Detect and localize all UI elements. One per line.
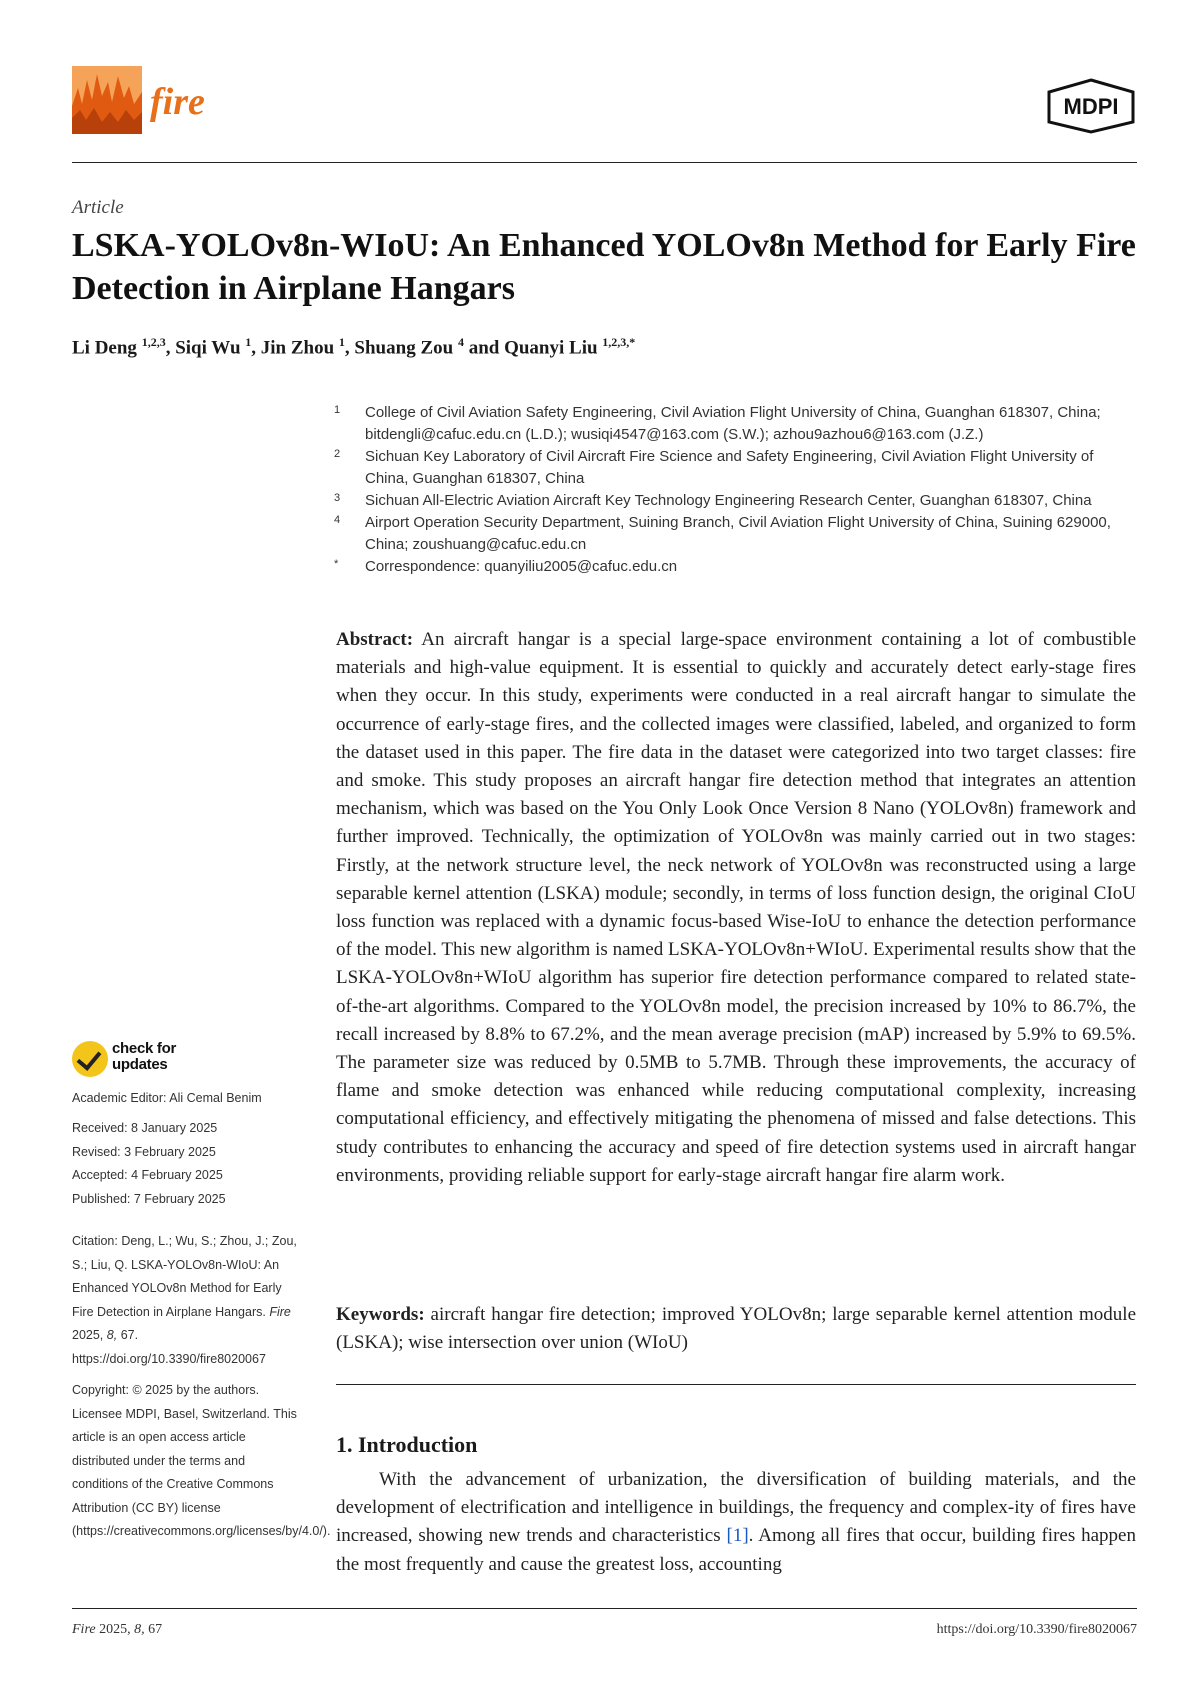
author-separator: and [463,337,505,359]
author-affiliation-marker: 1,2,3 [141,335,166,349]
check-for-updates-button[interactable] [72,1041,182,1079]
correspondence-marker: * [334,558,339,570]
copyright-notice: Copyright: © 2025 by the authors. Licensee MDPI, Basel, Switzerland. This article is an open access article distributed under the terms and conditions of the Creative Commons Attribution (CC BY) license (https://creativecommons.org/licenses/by/4.0/). [72,1383,331,1538]
date-accepted: Accepted: 4 February 2025 [72,1168,223,1182]
date-received: Received: 8 January 2025 [72,1121,218,1135]
affiliation-item [336,402,1138,446]
keywords-text: aircraft hangar fire detection; improved YOLOv8n; large separable kernel attention module (LSKA); wise intersection over union (WIoU) [336,1304,1137,1354]
footer-divider [72,1608,1137,1609]
section-heading-introduction: 1. Introduction [336,1432,478,1457]
author-affiliation-marker: 1 [338,335,345,349]
author-name[interactable]: Shuang Zou [354,337,454,359]
header-divider [72,162,1137,163]
citation-link[interactable]: [1] [726,1525,749,1547]
author-name[interactable]: Quanyi Liu [504,337,598,359]
section-divider [336,1384,1136,1385]
author-separator: , [251,337,261,359]
abstract-text: An aircraft hangar is a special large-space environment containing a lot of combustible materials and high-value equipment. It is essential to quickly and accurately detect early-stage fires when they occur. In this study, experiments were conducted in a real aircraft hangar to simulate the occurrence of early-stage fires, and the collected images were classified, labeled, and organized to form the dataset used in this paper. The fire data in the dataset were categorized into two target classes: fire and smoke. This study proposes an aircraft hangar fire detection method that integrates an attention mechanism, which was based on the You Only Look Once Version 8 Nano (YOLOv8n) framework and further improved. Technically, the optimization of YOLOv8n was mainly carried out in two stages: Firstly, at the network structure level, the neck network of YOLOv8n was reconstructed using a large separable kernel attention (LSKA) module; secondly, in terms of loss function design, the original CIoU loss function was replaced with a dynamic focus-based Wise-IoU to enhance the detection performance of the model. This new algorithm is named LSKA-YOLOv8n+WIoU. Experimental results show that the LSKA-YOLOv8n+WIoU algorithm has superior fire detection performance compared to related state-of-the-art algorithms. Compared to the YOLOv8n model, the precision increased by 10% to 86.7%, the recall increased by 8.8% to 67.2%, and the mean average precision (mAP) increased by 5.9% to 69.5%. The parameter size was reduced by 0.5MB to 5.7MB. Through these improvements, the accuracy of flame and smoke detection was enhanced while reducing computational complexity, increasing computational efficiency, and effectively mitigating the phenomena of missed and false detections. This study contributes to enhancing the accuracy and speed of fire detection systems used in aircraft hangar environments, providing reliable support for early-stage aircraft hangar fire alarm work. [336,629,1136,1186]
date-published: Published: 7 February 2025 [72,1191,226,1206]
citation-year: 2025, [72,1328,104,1342]
check-updates-line: check for [112,1040,176,1057]
author-name[interactable]: Siqi Wu [175,337,241,359]
citation-block [72,1230,302,1371]
author-list [72,335,1142,359]
affiliation-item [336,490,1138,512]
article-title: LSKA-YOLOv8n-WIoU: An Enhanced YOLOv8n Method for Early Fire Detection in Airplane Hangars [72,227,1136,307]
publication-dates [72,1117,302,1211]
svg-text:MDPI: MDPI [1063,94,1119,119]
author-name[interactable]: Jin Zhou [260,337,335,359]
citation-text: Deng, L.; Wu, S.; Zhou, J.; Zou, S.; Liu, Q. LSKA-YOLOv8n-WIoU: An Enhanced YOLOv8n Method for Early Fire Detection in Airplane Hangars. [72,1234,297,1319]
academic-editor: Academic Editor: Ali Cemal Benim [72,1091,262,1105]
affiliations [336,402,1138,578]
affiliation-item [336,446,1138,490]
author-separator: , [344,337,355,359]
introduction-text-continued: . Among all fires that occur, building fires happen the most frequently and cause the greatest loss, accounting [336,1525,1136,1575]
check-updates-line: updates [112,1056,168,1073]
keywords [336,1301,1136,1357]
footer-journal-info [72,1622,162,1638]
affiliation-text: College of Civil Aviation Safety Engineering, Civil Aviation Flight University of China, Guanghan 618307, China; bitdengli@cafuc.edu.cn (L.D.); wusiqi4547@163.com (S.W.); azhou9azhou6@163.com (J.Z.) [365,404,1101,443]
abstract-label: Abstract: [336,629,414,650]
footer-volume: 8, [134,1622,145,1637]
correspondence-item [336,556,1138,578]
citation-volume: 8, [106,1328,118,1342]
affiliation-text: Sichuan All-Electric Aviation Aircraft Key Technology Engineering Research Center, Guanghan 618307, China [365,492,1092,509]
affiliation-text: Airport Operation Security Department, Suining Branch, Civil Aviation Flight University of China, Suining 629000, China; zoushuang@cafuc.edu.cn [365,514,1111,553]
footer-page: 67 [148,1622,163,1637]
author-affiliation-marker: 4 [457,335,464,349]
footer-doi-link[interactable]: https://doi.org/10.3390/fire8020067 [936,1622,1137,1637]
keywords-label: Keywords: [336,1304,425,1325]
mdpi-logo [1045,78,1137,134]
introduction-text: With the advancement of urbanization, the diversification of building materials, and the development of electrification and intelligence in buildings, the frequency and complex-ity of fires have increased, showing new trends and characteristics [336,1469,1136,1547]
author-separator: , [165,337,176,359]
introduction-paragraph [336,1466,1136,1579]
checkmark-icon [77,1045,102,1071]
author-affiliation-marker: 1 [245,335,252,349]
check-updates-icon [72,1041,108,1077]
affiliation-number: 3 [334,492,341,504]
citation-doi-link[interactable]: https://doi.org/10.3390/fire8020067 [72,1351,266,1366]
footer-year: 2025, [99,1622,131,1637]
author-affiliation-marker: 1,2,3,* [602,335,636,349]
journal-name: fire [150,81,205,123]
affiliation-item [336,512,1138,556]
citation-journal: Fire [269,1304,291,1319]
affiliation-number: 2 [334,448,341,460]
affiliation-number: 1 [334,404,341,416]
journal-logo [72,66,142,134]
author-name[interactable]: Li Deng [72,337,137,359]
citation-label: Citation: [72,1234,118,1248]
article-type: Article [72,197,124,218]
abstract [336,626,1136,1190]
footer-journal: Fire [72,1622,96,1637]
date-revised: Revised: 3 February 2025 [72,1144,216,1159]
citation-pages: 67. [120,1328,139,1342]
affiliation-text: Sichuan Key Laboratory of Civil Aircraft Fire Science and Safety Engineering, Civil Aviation Flight University of China, Guanghan 618307, China [365,448,1094,487]
check-updates-label [112,1041,176,1073]
affiliation-number: 4 [334,514,341,526]
correspondence-text: Correspondence: quanyiliu2005@cafuc.edu.cn [365,558,678,575]
